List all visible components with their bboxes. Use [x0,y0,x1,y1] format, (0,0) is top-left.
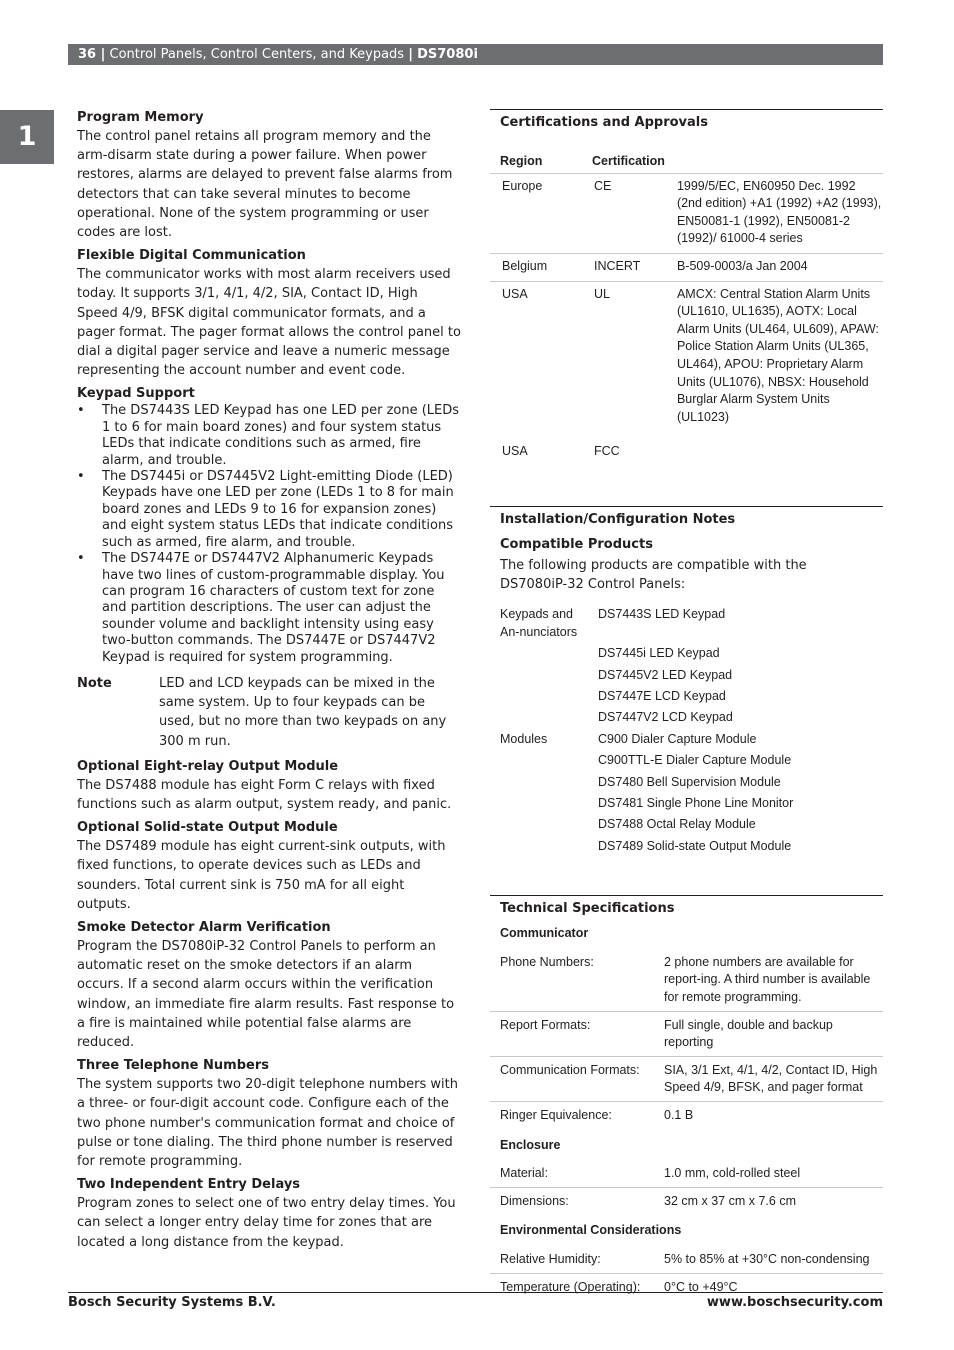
three-phone-text: The system supports two 20-digit telephone numbers with a three- or four-digit account code. Configure each of the two phone number's communication format and choice of pulse or tone dialing. The third phone number is reserved for remote programming. [77,1077,459,1169]
compat-item: DS7447V2 LCD Keypad [598,710,733,725]
solid-state-text: The DS7489 module has eight current-sink outputs, with fixed functions, to operate devices such as LEDs and sounders. Total current sink is 750 mA for all eight outputs. [77,839,446,912]
three-phone-title: Three Telephone Numbers [77,1058,269,1074]
compat-category: Modules [500,731,548,746]
chapter-tab: 1 [0,110,54,164]
spec-value: 1.0 mm, cold-rolled steel [664,1166,801,1181]
col-detail [665,150,883,173]
table-row [490,709,883,730]
compat-item: DS7443S LED Keypad [598,607,726,622]
spec-label: Relative Humidity: [500,1251,601,1266]
table-row [490,774,883,795]
spec-label: Phone Numbers: [500,954,594,969]
spec-value: Full single, double and backup reporting [654,1011,883,1056]
compat-item: DS7445i LED Keypad [598,646,720,661]
table-row [490,1246,883,1273]
table-row [490,645,883,666]
keypad-bullet: • The DS7447E or DS7447V2 Alphanumeric Keypads have two lines of custom-programmable display. You can program 16 characters of custom text for zone and partition descriptions. The user can adjust the sounder volume and backlight intensity using easy two-button commands. The DS7447E or DS7447V2 Keypad is required for system programming. [77,551,462,666]
spec-label: Temperature (Operating): [490,1273,654,1300]
cert-region: Europe [490,173,582,253]
spec-value: 0°C to +49°C [654,1273,883,1300]
page-number: 36 | [78,47,106,62]
spec-value: 5% to 85% at +30°C non-condensing [664,1251,870,1266]
compat-category [490,645,588,666]
header-separator: | [408,47,413,62]
compat-item: DS7480 Bell Supervision Module [598,774,781,789]
smoke-text: Program the DS7080iP-32 Control Panels to perform an automatic reset on the smoke detectors if an alarm occurs. If a second alarm occurs within the verification window, an immediate fire alarm results. Fast response to a fire is maintained while potential false alarms are reduced. [77,938,455,1050]
spec-label: Dimensions: [490,1187,654,1214]
spec-group-row [490,917,883,949]
eight-relay-text: The DS7488 module has eight Form C relays with fixed functions such as alarm output, system ready, and panic. [77,777,452,812]
table-row [490,281,883,431]
cert-type: CE [582,173,665,253]
page-header [68,44,883,65]
compat-item: DS7481 Single Phone Line Monitor [598,796,794,811]
flexible-comm-title: Flexible Digital Communication [77,248,306,264]
compatible-intro: The following products are compatible with the DS7080iP-32 Control Panels: [500,557,807,593]
spec-group-enclosure: Enclosure [500,1137,561,1152]
cert-type: INCERT [582,253,665,281]
table-row [490,949,883,1011]
spec-label: Communication Formats: [490,1056,654,1101]
cert-type: UL [582,281,665,431]
compat-item: DS7489 Solid-state Output Module [598,838,792,853]
cert-detail [665,431,883,466]
compat-category [490,774,588,795]
eight-relay-title: Optional Eight-relay Output Module [77,758,339,774]
cert-detail: B-509-0003/a Jan 2004 [665,253,883,281]
spec-value: 2 phone numbers are available for report-ing. A third number is available for remote programming. [664,954,871,1004]
compatible-table [490,606,883,859]
table-row [490,1011,883,1056]
table-row [490,688,883,709]
compat-item: C900 Dialer Capture Module [598,731,757,746]
compat-category [490,667,588,688]
spec-group-communicator: Communicator [500,926,589,941]
header-title: Control Panels, Control Centers, and Keypads [109,47,405,62]
install-title: Installation/Configuration Notes [500,511,736,527]
specs-table [490,917,883,1300]
table-row [490,752,883,773]
table-row [490,838,883,859]
col-region: Region [500,154,543,168]
compat-category [490,816,588,837]
table-row [490,1101,883,1128]
footer-rule [68,1292,883,1293]
keypad-support-title: Keypad Support [77,386,195,402]
spec-label: Report Formats: [490,1011,654,1056]
compat-category [490,838,588,859]
keypad-bullet: • The DS7443S LED Keypad has one LED per zone (LEDs 1 to 6 for main board zones) and four system status LEDs that indicate conditions such as armed, fire alarm, and trouble. [77,403,462,469]
certs-header-row [490,150,883,173]
cert-region: Belgium [490,253,582,281]
spec-label: Material: [500,1166,548,1181]
cert-detail: AMCX: Central Station Alarm Units (UL1610, UL1635), AOTX: Local Alarm Units (UL464, UL609), APAW: Police Station Alarm Units (UL365, UL464), APOU: Proprietary Alarm Units (UL1076), NBSX: Household Burglar Alarm System Units (UL1023) [665,281,883,431]
cert-region: USA [490,281,582,431]
table-row [490,606,883,645]
spec-value: 32 cm x 37 cm x 7.6 cm [654,1187,883,1214]
col-certification: Certification [592,154,665,168]
compat-category: Keypads and An-nunciators [500,607,578,639]
table-row [490,1056,883,1101]
compat-category [490,688,588,709]
specs-title: Technical Specifications [500,901,675,917]
spec-group-row [490,1214,883,1246]
certs-table [490,150,883,466]
left-column [77,108,462,1256]
program-memory-text: The control panel retains all program memory and the arm-disarm state during a power failure. When power restores, alarms are delayed to prevent false alarms from detectors that can take several minutes to become operational. None of the system programming or user codes are lost. [77,129,453,241]
compat-item: DS7447E LCD Keypad [598,689,726,704]
table-row [490,1160,883,1187]
program-memory-title: Program Memory [77,110,204,125]
header-product: DS7080i [417,47,478,62]
note-label: Note [77,675,112,691]
table-row [490,731,883,752]
compat-item: DS7445V2 LED Keypad [598,667,733,682]
compat-category [490,709,588,730]
footer-company: Bosch Security Systems B.V. [68,1295,276,1310]
table-row [490,173,883,253]
spec-value: SIA, 3/1 Ext, 4/1, 4/2, Contact ID, High Speed 4/9, BFSK, and pager format [654,1056,883,1101]
table-row [490,1187,883,1214]
keypad-bullet: • The DS7445i or DS7445V2 Light-emitting Diode (LED) Keypads have one LED per zone (LEDs 1 to 8 for main board zones and LEDs 9 to 16 for expansion zones) and eight system status LEDs that indicate conditions such as armed, fire alarm, and trouble. [77,469,462,551]
spec-group-environmental: Environmental Considerations [500,1223,682,1238]
compatible-products-title: Compatible Products [500,536,653,552]
footer-url: www.boschsecurity.com [706,1295,883,1310]
table-row [490,816,883,837]
table-row [490,795,883,816]
spec-group-row [490,1129,883,1161]
table-row [490,253,883,281]
table-row [490,431,883,466]
entry-delays-title: Two Independent Entry Delays [77,1177,301,1193]
spec-value: 0.1 B [654,1101,883,1128]
compat-item: C900TTL-E Dialer Capture Module [598,753,792,768]
keypad-bullet-list [77,403,462,666]
entry-delays-text: Program zones to select one of two entry delay times. You can select a longer entry delay time for zones that are located a long distance from the keypad. [77,1196,456,1250]
note-text: LED and LCD keypads can be mixed in the same system. Up to four keypads can be used, but no more than two keypads on any 300 m run. [159,675,447,749]
right-column [490,109,883,1300]
solid-state-title: Optional Solid-state Output Module [77,820,338,836]
table-row [490,667,883,688]
smoke-title: Smoke Detector Alarm Verification [77,919,331,935]
spec-label: Ringer Equivalence: [490,1101,654,1128]
compat-item: DS7488 Octal Relay Module [598,817,756,832]
compat-category [490,795,588,816]
note-block [77,674,462,751]
flexible-comm-text: The communicator works with most alarm receivers used today. It supports 3/1, 4/1, 4/2, SIA, Contact ID, High Speed 4/9, BFSK digital communicator formats, and a pager format. The pager format allows the control panel to dial a digital pager service and leave a numeric message representing the account number and event code. [77,267,461,379]
certs-title: Certifications and Approvals [500,115,708,130]
cert-detail: 1999/5/EC, EN60950 Dec. 1992 (2nd edition) +A1 (1992) +A2 (1993), EN50081-1 (1992), EN50081-2 (1992)/ 61000-4 series [665,173,883,253]
cert-region: USA [502,444,528,459]
cert-type: FCC [594,444,620,459]
compat-category [490,752,588,773]
